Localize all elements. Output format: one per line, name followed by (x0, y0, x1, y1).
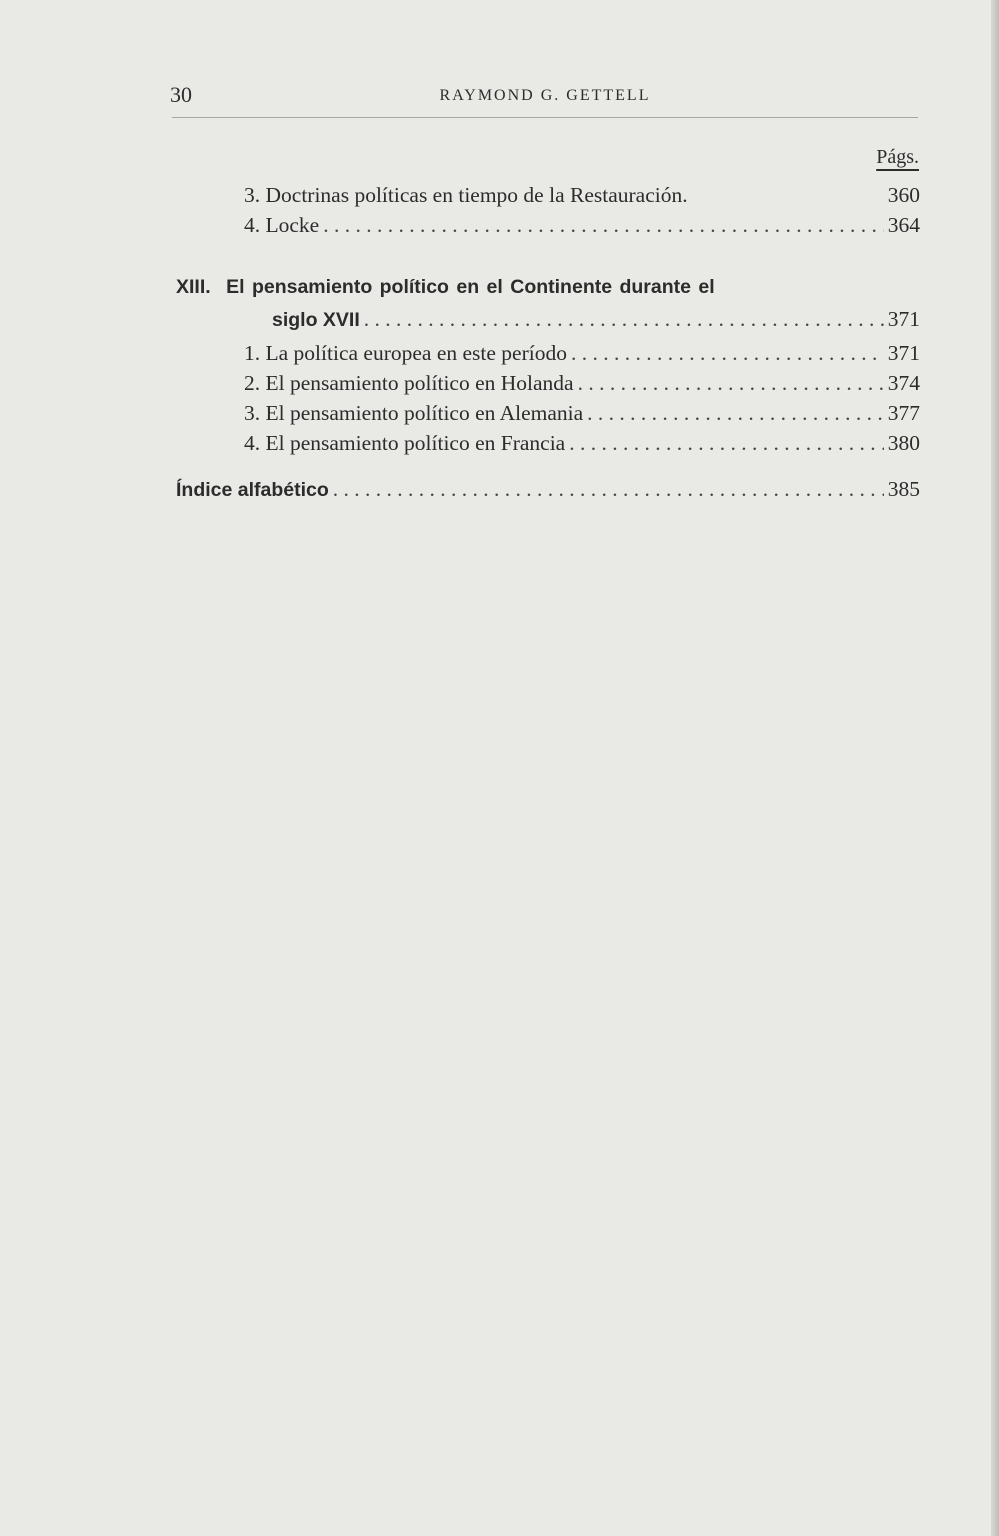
chapter-heading-continuation (272, 307, 920, 337)
dot-leader (587, 401, 884, 426)
index-entry (176, 477, 920, 507)
toc-entry-page: 377 (887, 401, 920, 425)
toc-entry-page: 360 (887, 183, 920, 207)
dot-leader (333, 477, 884, 502)
toc-entry-title: 3. Doctrinas políticas en tiempo de la Restauración. (244, 183, 688, 207)
chapter-number: XIII. (176, 276, 211, 298)
chapter-heading (176, 276, 876, 299)
toc-entry (244, 371, 920, 401)
index-title: Índice alfabético (176, 479, 329, 501)
chapter-page: 371 (887, 307, 920, 331)
page-edge (991, 0, 999, 1536)
dot-leader (578, 371, 884, 396)
toc-entry-title: 4. Locke (244, 213, 320, 237)
dot-leader (571, 341, 884, 366)
index-page: 385 (887, 477, 920, 501)
chapter-title-line-2: siglo XVII (272, 309, 360, 331)
toc-entry (244, 183, 920, 213)
running-head: RAYMOND G. GETTELL (439, 87, 651, 104)
toc-entry-page: 371 (887, 341, 920, 365)
toc-entry (244, 431, 920, 461)
toc-entry-page: 364 (887, 213, 920, 237)
header-rule (172, 117, 918, 118)
dot-leader (364, 307, 884, 332)
toc-entry-page: 374 (887, 371, 920, 395)
pages-column-label: Págs. (876, 146, 919, 168)
toc-entry-title: 2. El pensamiento político en Holanda (244, 371, 574, 395)
dot-leader (323, 213, 884, 238)
page-number: 30 (170, 82, 192, 107)
toc-entry-title: 1. La política europea en este período (244, 341, 567, 365)
toc-entry-title: 3. El pensamiento político en Alemania (244, 401, 584, 425)
toc-entry (244, 401, 920, 431)
chapter-title-line-1: El pensamiento político en el Continente durante el (226, 276, 715, 298)
dot-leader (569, 431, 884, 456)
toc-entry-title: 4. El pensamiento político en Francia (244, 431, 566, 455)
toc-entry (244, 213, 920, 243)
page-header (170, 82, 920, 112)
toc-entry-page: 380 (887, 431, 920, 455)
toc-entry (244, 341, 920, 371)
